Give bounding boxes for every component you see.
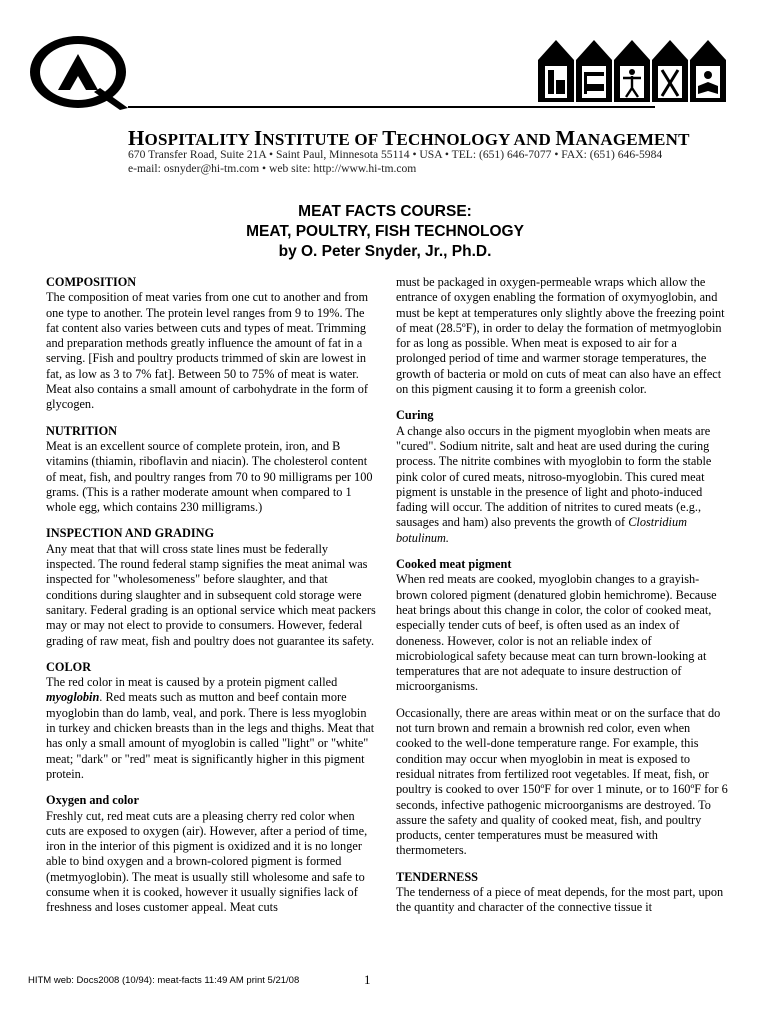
house-hotel-icon (538, 40, 574, 102)
composition-text: The composition of meat varies from one cut to another and from one type to another. The protein level ranges from 9 to 19%. The fat content also varies between cuts and types of meat. Trimming and preparation methods greatly influence the amount of fat in a serving. [Fish and poultry products trimmed of skin are lowest in fat, as low as 3 to 7% fat]. Between 50 to 75% of meat is water. Meat also contains a small amount of carbohydrate in the form of glycogen. (46, 290, 369, 412)
curing-heading: Curing (396, 408, 434, 423)
left-column (46, 275, 376, 927)
color-text: The red color in meat is caused by a protein pigment called myoglobin. Red meats such as mutton and beef contain more myoglobin than do lamb, veal, and pork. There is less myoglobin in turkey and chicken breasts than in the legs and thighs. Meat that has only a small amount of myoglobin is called "light" or "white" meat; "dark" or "red" meat is significantly higher in this pigment protein. (46, 675, 375, 781)
tenderness-heading: TENDERNESS (396, 869, 479, 884)
title-line-3: by O. Peter Snyder, Jr., Ph.D. (278, 243, 492, 260)
clostridium-term: Clostridium botulinum. (396, 515, 687, 545)
nutrition-text: Meat is an excellent source of complete protein, iron, and B vitamins (thiamin, riboflavin and niacin). The cholesterol content of meat, fish, and poultry ranges from 70 to 90 milligrams per 100 grams. (This is a rather moderate amount when compared to 1 whole egg, which contains 230 milligrams.) (46, 438, 373, 515)
footer-text: HITM web: Docs2008 (10/94): meat-facts 11:49 AM print 5/21/08 (28, 975, 300, 986)
contact-line: e-mail: osnyder@hi-tm.com • web site: http://www.hi-tm.com (128, 162, 417, 175)
curing-text: A change also occurs in the pigment myoglobin when meats are "cured". Sodium nitrite, salt and heat are used during the curing process. The nitrite combines with myoglobin to form the stable pink color of cured meats, nitroso-myoglobin. This cured meat pigment is unstable in the presence of light and photo-induced fading will occur. The addition of nitrites to cured meats (e.g., sausages and ham) also prevents the growth of Clostridium botulinum. (396, 423, 712, 545)
tenderness-text: The tenderness of a piece of meat depends, for the most part, upon the quantity and character of the connective tissue it (396, 884, 724, 915)
hospitality-icons (536, 36, 726, 104)
title-line-2: MEAT, POULTRY, FISH TECHNOLOGY (246, 223, 524, 240)
oxygen-heading: Oxygen and color (46, 793, 139, 808)
oxygen-text-continued: must be packaged in oxygen-permeable wraps which allow the entrance of oxygen enabling the formation of oxymyoglobin, and must be kept at temperatures only slightly above the freezing point of meat (28.5ºF), in order to delay the formation of metmyoglobin for as long as possible. When meat is exposed to air for a prolonged period of time and warmer storage temperatures, the growth of bacteria or mold on cuts of meat can also have an effect on this pigment causing it to form a greenish color. (396, 275, 725, 397)
address-line: 670 Transfer Road, Suite 21A • Saint Paul, Minnesota 55114 • USA • TEL: (651) 646-7077 • FAX: (651) 646-5984 (128, 148, 663, 161)
house-reader-icon (690, 40, 726, 102)
house-person-icon (614, 40, 650, 102)
oxygen-text: Freshly cut, red meat cuts are a pleasing cherry red color when cuts are exposed to oxygen (air). However, after a period of time, iron in the interior of this pigment is oxidized and it is no longer able to bind oxygen and a brown-colored pigment is formed (metmyoglobin). The meat is usually still wholesome and safe to consume when it is cooked, however it usually signifies lack of freshness and loses customer appeal. Meat cuts (46, 808, 368, 915)
cooked-heading: Cooked meat pigment (396, 557, 512, 572)
house-utensils-icon (652, 40, 688, 102)
occasional-text: Occasionally, there are areas within meat or on the surface that do not turn brown and remain a brownish red color, even when cooked to the well-done temperature range. For example, this condition may occur when myoglobin in meat is exposed to residual nitrates from fertilized root vegetables. If meat, fish, or poultry is cooked to over 150ºF for over 1 minute, or to 160ºF for 6 seconds, infective pathogenic microorganisms are destroyed. To assure the safety and quality of cooked meat, fish, and poultry products, center temperatures must be measured with thermometers. (396, 705, 728, 858)
myoglobin-term: myoglobin (46, 690, 100, 705)
inspection-text: Any meat that that will cross state lines must be federally inspected. The round federal stamp signifies the meat animal was inspected for "wholesomeness" before slaughter, and that conditions during slaughter and in subsequent cold storage were sanitary. Federal grading is an optional service which meat packers may or may not elect to provide to consumers. However, federal grading of raw meat, fish and poultry does not guarantee its safety. (46, 541, 376, 648)
inspection-heading: INSPECTION AND GRADING (46, 526, 215, 541)
cooked-text: When red meats are cooked, myoglobin changes to a grayish-brown colored pigment (denatured globin hemichrome). Because heat brings about this change in color, the color of cooked meat, especially tender cuts of beef, is often used as an index of doneness. However, color is not an reliable index of microbiological safety because meat can turn brown-looking at temperatures that are not adequate to insure destruction of microorganisms. (396, 572, 717, 694)
title-line-1: MEAT FACTS COURSE: (298, 203, 472, 220)
hitm-logo (28, 32, 128, 110)
page-number: 1 (364, 972, 371, 987)
organization-name: HOSPITALITY INSTITUTE OF TECHNOLOGY AND MANAGEMENT (128, 126, 690, 150)
house-bed-icon (576, 40, 612, 102)
color-heading: COLOR (46, 659, 92, 674)
composition-heading: COMPOSITION (46, 275, 137, 289)
header-rule (128, 106, 655, 108)
right-column (396, 275, 728, 927)
nutrition-heading: NUTRITION (46, 423, 118, 438)
